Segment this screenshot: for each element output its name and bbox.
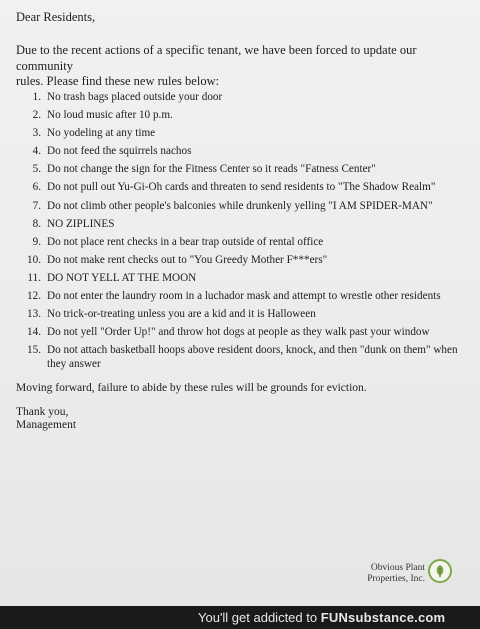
intro-line: rules. Please find these new rules below:	[16, 74, 220, 88]
greeting: Dear Residents,	[16, 10, 96, 24]
rule-item	[22, 180, 470, 198]
rule-item	[22, 162, 470, 180]
rule-text: Do not make rent checks out to "You Greedy Mother F***ers"	[47, 253, 328, 266]
rule-number: 5.	[32, 163, 41, 176]
rule-text: Do not change the sign for the Fitness Center so it reads "Fatness Center"	[47, 163, 376, 176]
rule-text: DO NOT YELL AT THE MOON	[47, 271, 197, 284]
rule-text: Do not enter the laundry room in a luchador mask and attempt to wrestle other residents	[47, 290, 441, 303]
rule-number: 15.	[27, 344, 41, 357]
rule-item	[22, 217, 470, 235]
leaf-icon-graphic	[434, 564, 446, 578]
rule-text: Do not pull out Yu-Gi-Oh cards and threaten to send residents to "The Shadow Realm"	[47, 181, 436, 194]
rule-item	[22, 199, 470, 217]
rule-text: No trash bags placed outside your door	[47, 91, 223, 103]
rule-item	[22, 126, 470, 144]
rule-text: Do not attach basketball hoops above resident doors, knock, and then "dunk on them" when they answer	[47, 344, 458, 371]
signoff	[16, 406, 76, 432]
rule-text: No trick-or-treating unless you are a kid and it is Halloween	[47, 308, 316, 321]
rule-item	[22, 90, 470, 108]
rule-text: Do not climb other people's balconies while drunkenly yelling "I AM SPIDER-MAN"	[47, 199, 433, 212]
rule-item	[22, 253, 470, 271]
rule-item	[22, 108, 470, 126]
rule-number: 4.	[32, 145, 41, 158]
rule-number: 1.	[32, 91, 41, 103]
thanks-text: Thank you,	[16, 406, 69, 418]
rule-number: 14.	[27, 326, 41, 339]
intro-line: Due to the recent actions of a specific tenant, we have been forced to update our community	[16, 43, 417, 73]
rules-list	[22, 90, 470, 375]
footer-ad	[198, 606, 445, 629]
rule-item	[22, 144, 470, 162]
footer-brand-link[interactable]: FUNsubstance.com	[320, 610, 446, 625]
closing-statement: Moving forward, failure to abide by these rules will be grounds for eviction.	[16, 382, 367, 394]
rule-number: 10.	[27, 253, 41, 266]
rule-number: 11.	[27, 271, 41, 284]
footer-prefix: You'll get addicted to	[198, 610, 321, 625]
rule-item	[22, 325, 470, 343]
rule-number: 13.	[27, 308, 41, 321]
rule-item	[22, 307, 470, 325]
footer-banner	[0, 606, 480, 629]
company-line: Obvious Plant	[370, 563, 425, 573]
rule-item	[22, 343, 470, 375]
rule-number: 6.	[32, 181, 41, 194]
rule-number: 12.	[27, 290, 41, 303]
leaf-icon	[428, 559, 452, 583]
intro-paragraph	[16, 43, 456, 90]
rule-text: Do not yell "Order Up!" and throw hot dogs at people as they walk past your window	[47, 326, 430, 339]
rule-text: No loud music after 10 p.m.	[47, 109, 173, 122]
rule-text: No yodeling at any time	[47, 127, 156, 140]
rule-number: 9.	[32, 235, 41, 248]
signature: Management	[16, 419, 77, 431]
rule-number: 7.	[32, 199, 41, 212]
rule-number: 2.	[32, 109, 41, 122]
rule-item	[22, 271, 470, 289]
rule-item	[22, 289, 470, 307]
rule-text: NO ZIPLINES	[47, 217, 115, 230]
rule-number: 3.	[32, 127, 41, 140]
rule-number: 8.	[32, 217, 41, 230]
rule-text: Do not place rent checks in a bear trap outside of rental office	[47, 235, 324, 248]
company-line: Properties, Inc.	[367, 574, 425, 584]
company-name	[360, 563, 425, 585]
rule-item	[22, 235, 470, 253]
rule-text: Do not feed the squirrels nachos	[47, 145, 192, 158]
